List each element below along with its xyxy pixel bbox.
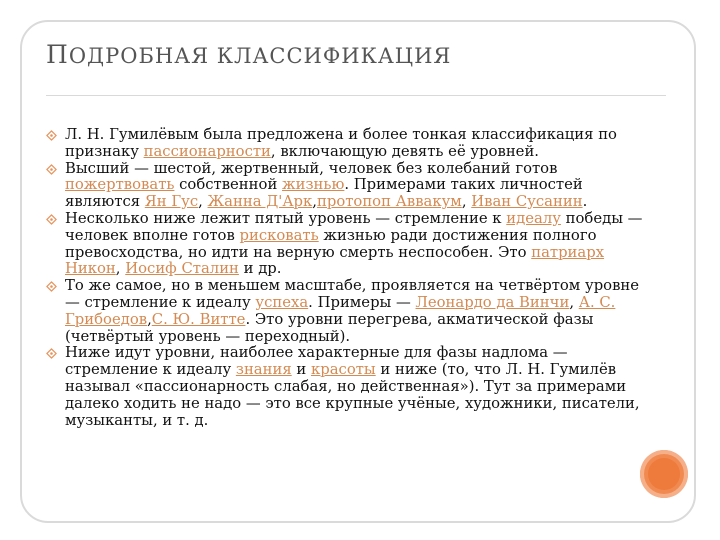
- bullet-list: [44, 127, 644, 429]
- orange-circle-decor: [640, 450, 688, 498]
- bullet-text: Высший — шестой, жертвенный, человек без колебаний готов: [65, 159, 558, 177]
- fleuron-bullet-icon: [46, 280, 57, 291]
- inline-link[interactable]: А. С. Грибоедов: [65, 293, 616, 328]
- inline-link[interactable]: пассионарности: [143, 142, 271, 160]
- bullet-item: [44, 278, 644, 345]
- title-initial: П: [46, 40, 69, 69]
- orange-circle-inner: [648, 458, 680, 490]
- bullet-text: ,: [312, 193, 317, 211]
- bullet-text: ,: [115, 260, 126, 278]
- bullet-text: . Примеры —: [308, 293, 416, 311]
- inline-link[interactable]: протопоп Аввакум: [316, 193, 462, 211]
- bullet-text: Ниже идут уровни, наиболее характерные для фазы надлома — стремление к идеалу: [65, 344, 568, 379]
- fleuron-bullet-icon: [46, 163, 57, 174]
- bullet-text: ,: [198, 193, 208, 211]
- bullet-text: собственной: [174, 176, 283, 194]
- inline-link[interactable]: красоты: [310, 361, 376, 379]
- bullet-text: и: [291, 361, 311, 379]
- inline-link[interactable]: С. Ю. Витте: [151, 310, 246, 328]
- inline-link[interactable]: знания: [235, 361, 292, 379]
- bullet-text: и ниже (то, что Л. Н. Гумилёв называл «пассионарность слабая, но действенная»). Тут за примерами далеко ходить не надо — это все крупные учёные, художники, писатели, музыканты, и т. д.: [65, 361, 640, 429]
- inline-link[interactable]: Иван Сусанин: [471, 193, 583, 211]
- bullet-text: ,: [461, 193, 472, 211]
- bullet-item: [44, 211, 644, 278]
- bullet-text: , включающую девять её уровней.: [270, 142, 540, 160]
- bullet-text: .: [582, 193, 588, 211]
- inline-link[interactable]: Иосиф Сталин: [125, 260, 239, 278]
- fleuron-bullet-icon: [46, 347, 57, 358]
- bullet-text: жизнью ради достижения полного превосходства, но идти на верную смерть неспособен. Это: [65, 226, 597, 261]
- inline-link[interactable]: пожертвовать: [65, 176, 175, 194]
- fleuron-bullet-icon: [46, 213, 57, 224]
- bullet-item: [44, 161, 644, 211]
- bullet-text: . Это уровни перегрева, акматической фазы (четвёртый уровень — переходный).: [65, 310, 594, 345]
- inline-link[interactable]: Леонардо да Винчи: [415, 293, 570, 311]
- inline-link[interactable]: идеалу: [506, 209, 561, 227]
- title-rest: ОДРОБНАЯ КЛАССИФИКАЦИЯ: [68, 44, 452, 68]
- inline-link[interactable]: патриарх Никон: [65, 243, 605, 278]
- bullet-text: То же самое, но в меньшем масштабе, проявляется на четвёртом уровне — стремление к идеалу: [65, 277, 640, 311]
- bullet-text: победы — человек вполне готов: [65, 209, 643, 244]
- bullet-text: Несколько ниже лежит пятый уровень — стремление к: [65, 209, 507, 227]
- bullet-item: [44, 345, 644, 429]
- inline-link[interactable]: успеха: [255, 293, 309, 311]
- bullet-text: ,: [147, 310, 152, 328]
- inline-link[interactable]: Ян Гус: [144, 193, 199, 211]
- fleuron-bullet-icon: [46, 129, 57, 140]
- inline-link[interactable]: жизнью: [282, 176, 345, 194]
- bullet-text: и др.: [238, 260, 282, 278]
- inline-link[interactable]: рисковать: [239, 226, 319, 244]
- inline-link[interactable]: Жанна Д'Арк: [207, 193, 313, 211]
- bullet-text: Л. Н. Гумилёвым была предложена и более тонкая классификация по признаку: [65, 126, 617, 160]
- bullet-text: . Примерами таких личностей являются: [65, 176, 583, 211]
- slide-title: [46, 40, 451, 69]
- title-divider: [46, 95, 666, 96]
- bullet-item: [44, 127, 644, 161]
- bullet-text: ,: [569, 293, 579, 311]
